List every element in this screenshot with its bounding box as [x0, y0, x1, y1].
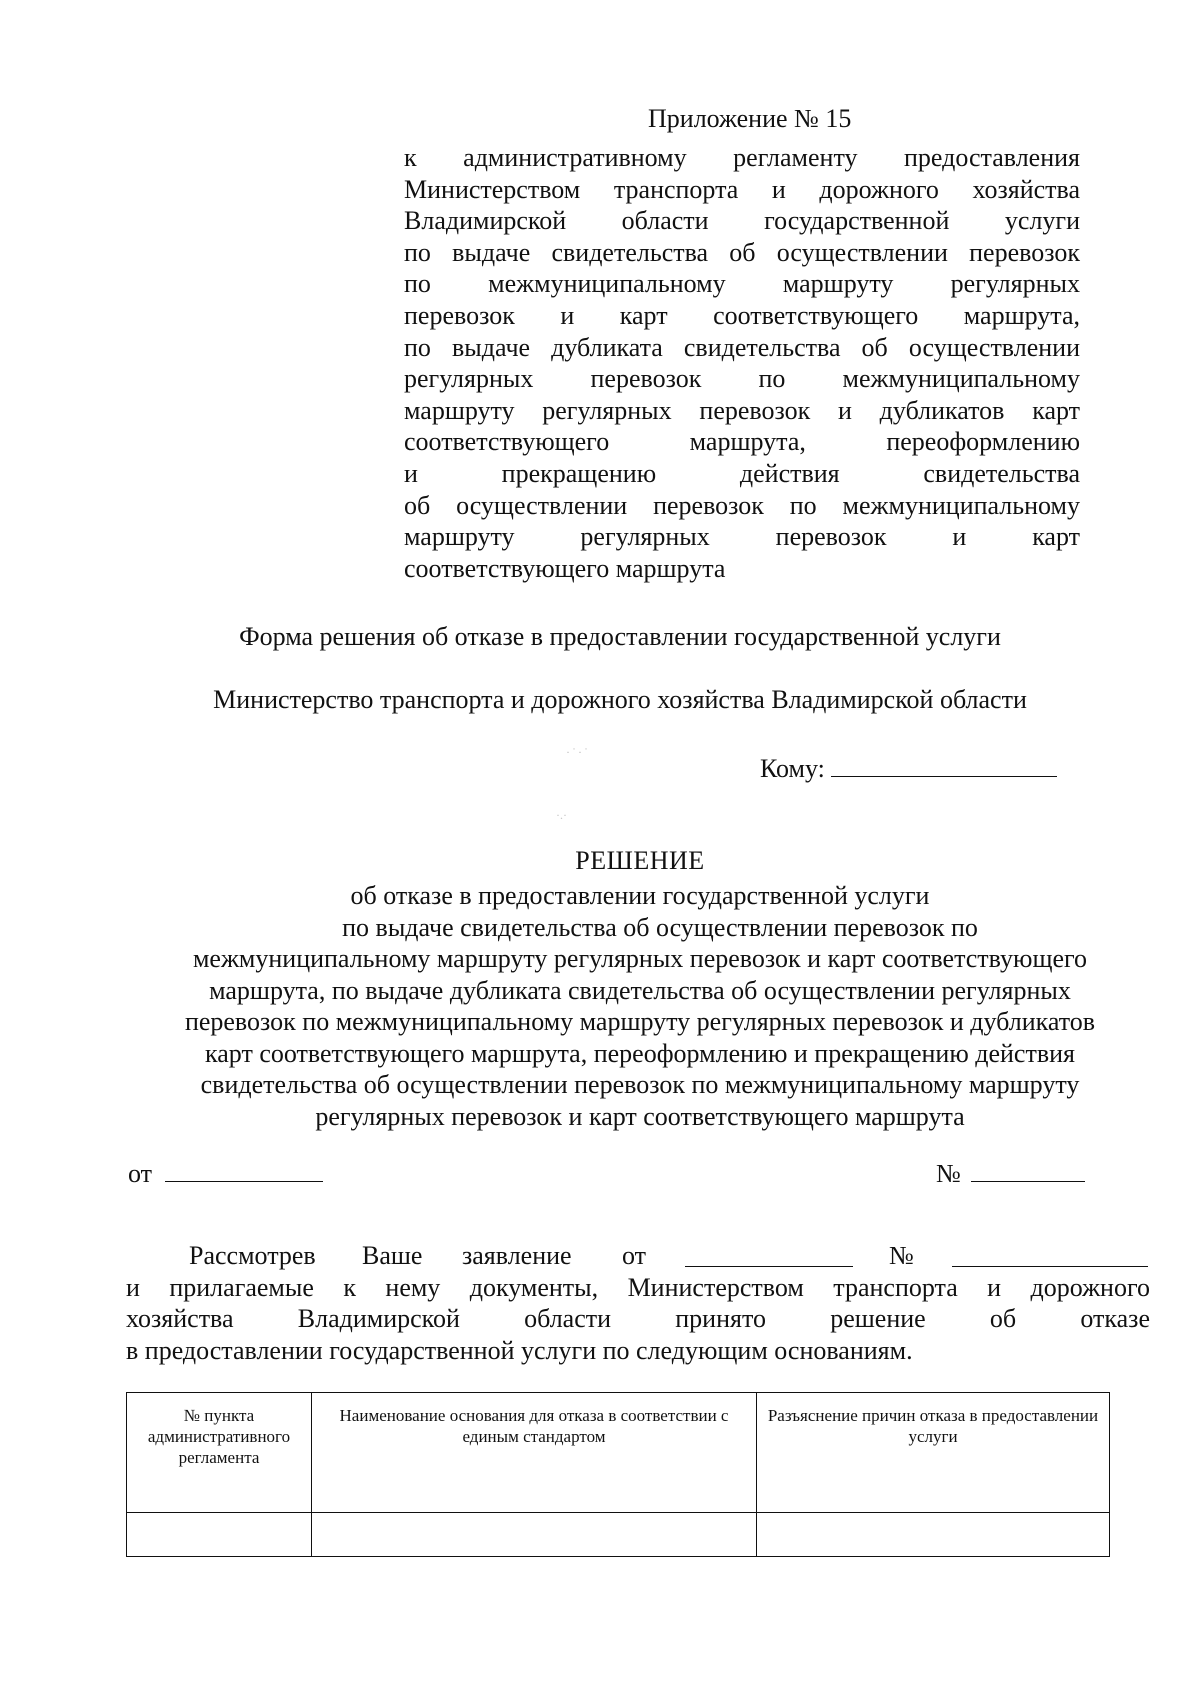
decision-body: [126, 1240, 1150, 1366]
decision-subtitle-line: маршрута, по выдаче дубликата свидетельства об осуществлении регулярных: [209, 975, 1071, 1005]
decision-heading: РЕШЕНИЕ: [575, 846, 705, 875]
application-number-label: №: [889, 1241, 914, 1270]
appendix-line: перевозок и карт соответствующего маршрута,: [404, 300, 1080, 330]
decision-date-field: [128, 1157, 323, 1189]
table-row: [127, 1513, 1110, 1557]
application-number-input-line[interactable]: [952, 1242, 1148, 1267]
table-header-cell: Разъяснение причин отказа в предоставлении услуги: [757, 1393, 1110, 1513]
date-label: от: [128, 1159, 153, 1188]
body-word: Ваше: [362, 1241, 423, 1270]
body-word: от: [622, 1241, 647, 1270]
decision-subtitle: [140, 880, 1140, 1132]
table-header-row: [127, 1393, 1110, 1513]
ministry-name: Министерство транспорта и дорожного хозяйства Владимирской области: [213, 685, 1027, 714]
body-line: в предоставлении государственной услуги по следующим основаниям.: [126, 1335, 913, 1365]
recipient-field: [760, 752, 1057, 784]
table-cell[interactable]: [757, 1513, 1110, 1557]
form-title: Форма решения об отказе в предоставлении государственной услуги: [239, 622, 1001, 651]
decision-subtitle-line: карт соответствующего маршрута, переоформлению и прекращению действия: [205, 1038, 1075, 1068]
decision-subtitle-line: перевозок по межмуниципальному маршруту регулярных перевозок и дубликатов: [184, 1007, 1096, 1036]
recipient-label: Кому:: [760, 754, 825, 783]
body-line: хозяйства Владимирской области принято решение об отказе: [126, 1304, 1150, 1334]
appendix-line: по межмуниципальному маршруту регулярных: [404, 269, 1080, 299]
table-cell[interactable]: [312, 1513, 757, 1557]
appendix-line: об осуществлении перевозок по межмуниципальному: [404, 490, 1080, 520]
appendix-line: по выдаче дубликата свидетельства об осуществлении: [404, 332, 1080, 362]
scan-noise: ·.·: [556, 808, 567, 822]
appendix-line: к административному регламенту предоставления: [404, 143, 1080, 172]
application-date-input-line[interactable]: [685, 1242, 853, 1267]
appendix-line: маршруту регулярных перевозок и дубликатов карт: [404, 395, 1080, 425]
body-word: Рассмотрев: [189, 1241, 316, 1270]
appendix-line: по выдаче свидетельства об осуществлении перевозок: [404, 237, 1080, 267]
decision-subtitle-line: регулярных перевозок и карт соответствующего маршрута: [315, 1101, 965, 1131]
body-line: и прилагаемые к нему документы, Министерством транспорта и дорожного: [126, 1272, 1150, 1302]
appendix-line: соответствующего маршрута, переоформлению: [404, 427, 1080, 457]
appendix-line: регулярных перевозок по межмуниципальному: [404, 364, 1080, 394]
appendix-line: Министерством транспорта и дорожного хозяйства: [404, 174, 1080, 204]
refusal-grounds-table: [126, 1392, 1110, 1557]
number-label: №: [936, 1159, 961, 1188]
recipient-input-line[interactable]: [831, 752, 1057, 777]
decision-subtitle-line: межмуниципальному маршруту регулярных перевозок и карт соответствующего: [192, 944, 1088, 973]
appendix-line: и прекращению действия свидетельства: [404, 458, 1080, 488]
decision-subtitle-line: по выдаче свидетельства об осуществлении перевозок по: [342, 912, 978, 942]
table-header-cell: № пункта административного регламента: [127, 1393, 312, 1513]
decision-subtitle-line: свидетельства об осуществлении перевозок по межмуниципальному маршруту: [200, 1070, 1080, 1099]
appendix-title: Приложение № 15: [648, 104, 852, 133]
appendix-line: маршруту регулярных перевозок и карт: [404, 522, 1080, 552]
appendix-line: соответствующего маршрута: [404, 553, 726, 583]
table-header-cell: Наименование основания для отказа в соответствии с единым стандартом: [312, 1393, 757, 1513]
body-line: [126, 1240, 1150, 1272]
body-word: заявление: [462, 1241, 572, 1270]
appendix-line: Владимирской области государственной услуги: [404, 206, 1080, 236]
scan-noise: ·˙·˙: [566, 745, 590, 759]
decision-number-field: [936, 1157, 1085, 1189]
decision-subtitle-line: об отказе в предоставлении государственной услуги: [350, 881, 930, 910]
table-cell[interactable]: [127, 1513, 312, 1557]
appendix-reference: [404, 142, 1080, 584]
date-input-line[interactable]: [165, 1157, 323, 1182]
number-input-line[interactable]: [971, 1157, 1085, 1182]
